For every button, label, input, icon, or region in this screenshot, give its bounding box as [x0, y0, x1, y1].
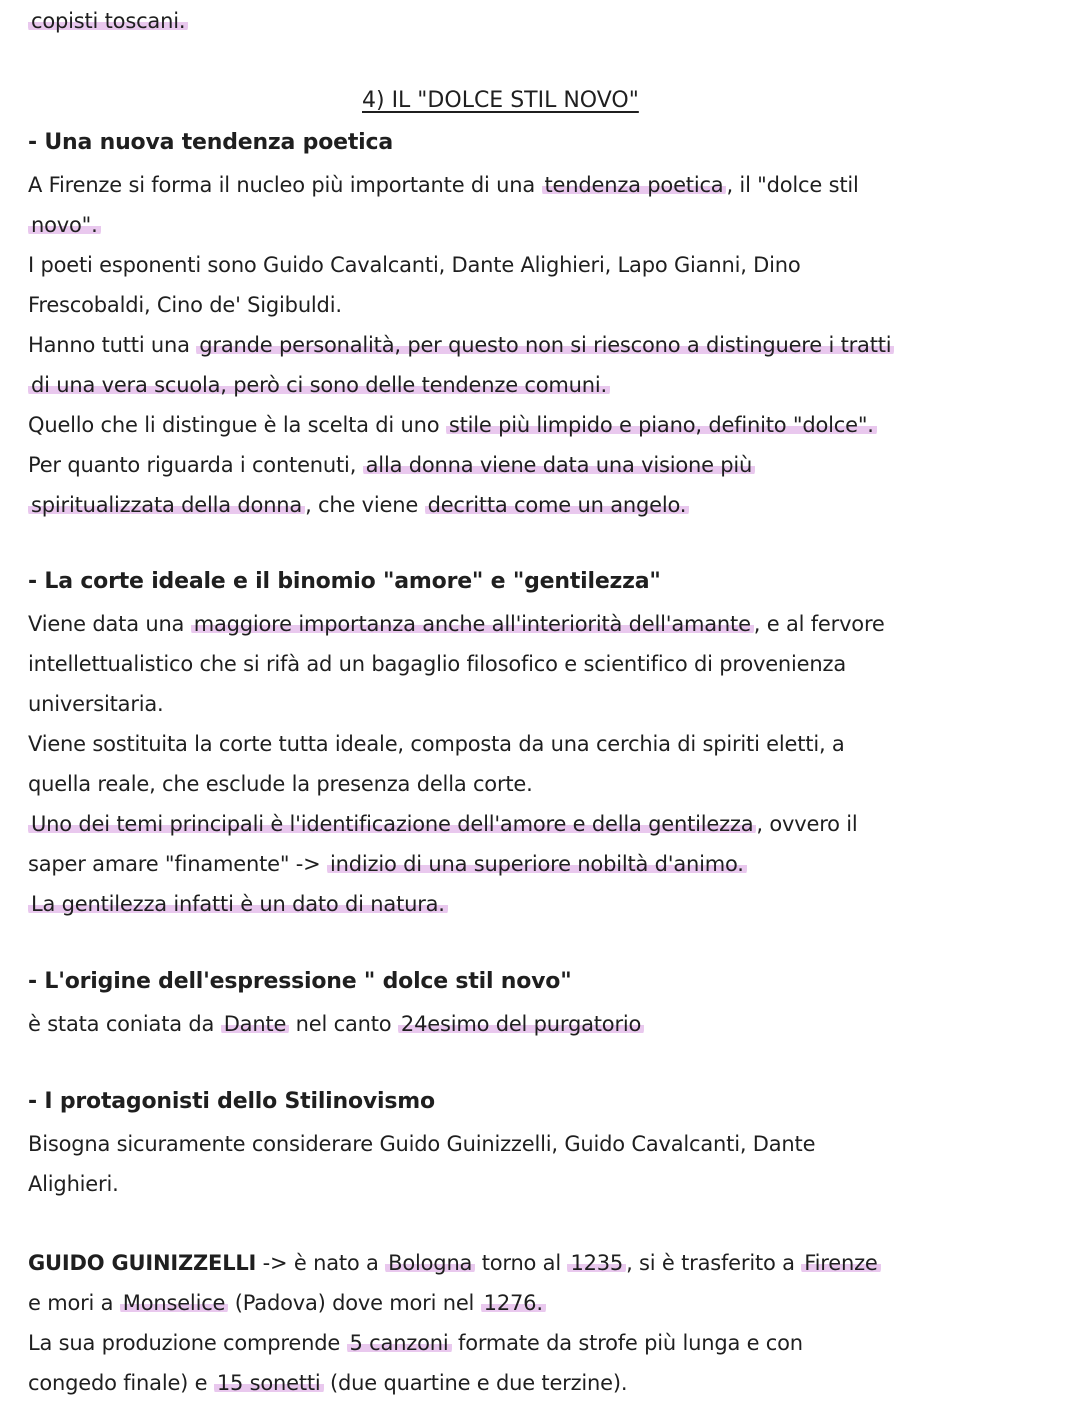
heading-origine: - L'origine dell'espressione " dolce stil novo": [28, 969, 572, 994]
paragraph-line: Quello che li distingue è la scelta di uno stile più limpido e piano, definito "dolce".: [28, 410, 877, 440]
paragraph-line: di una vera scuola, però ci sono delle tendenze comuni.: [28, 370, 610, 400]
paragraph-line: GUIDO GUINIZZELLI -> è nato a Bologna torno al 1235 , si è trasferito a Firenze: [28, 1248, 881, 1278]
paragraph-line: Viene data una maggiore importanza anche all'interiorità dell'amante , e al fervore: [28, 612, 885, 636]
heading-nuova-tendenza: - Una nuova tendenza poetica: [28, 130, 393, 155]
section-title: 4) IL "DOLCE STIL NOVO": [362, 88, 639, 113]
paragraph-line: I poeti esponenti sono Guido Cavalcanti, Dante Alighieri, Lapo Gianni, Dino: [28, 253, 801, 277]
paragraph-line: spiritualizzata della donna , che viene decritta come un angelo.: [28, 490, 689, 520]
paragraph-line: saper amare "finamente" -> indizio di una superiore nobiltà d'animo.: [28, 849, 747, 879]
author-name: GUIDO GUINIZZELLI: [28, 1251, 257, 1275]
paragraph-line: Alighieri.: [28, 1172, 119, 1196]
paragraph-line: A Firenze si forma il nucleo più importante di una tendenza poetica , il "dolce stil: [28, 173, 859, 197]
paragraph-line: Uno dei temi principali è l'identificazione dell'amore e della gentilezza , ovvero il: [28, 809, 858, 839]
paragraph-line: Hanno tutti una grande personalità, per questo non si riescono a distinguere i tratti: [28, 330, 894, 360]
paragraph-line: universitaria.: [28, 692, 164, 716]
paragraph-line: La gentilezza infatti è un dato di natura.: [28, 889, 448, 919]
paragraph-line: e mori a Monselice (Padova) dove mori nel 1276.: [28, 1288, 546, 1318]
heading-corte-ideale: - La corte ideale e il binomio "amore" e "gentilezza": [28, 569, 661, 594]
intro-line: copisti toscani.: [28, 6, 188, 36]
paragraph-line: Viene sostituita la corte tutta ideale, composta da una cerchia di spiriti eletti, a: [28, 732, 845, 756]
paragraph-line: Bisogna sicuramente considerare Guido Guinizzelli, Guido Cavalcanti, Dante: [28, 1132, 816, 1156]
paragraph-line: congedo finale) e 15 sonetti (due quartine e due terzine).: [28, 1371, 628, 1395]
paragraph-line: La sua produzione comprende 5 canzoni formate da strofe più lunga e con: [28, 1331, 803, 1355]
paragraph-line: è stata coniata da Dante nel canto 24esimo del purgatorio: [28, 1009, 644, 1039]
paragraph-line: Frescobaldi, Cino de' Sigibuldi.: [28, 293, 342, 317]
paragraph-line: novo".: [28, 210, 101, 240]
paragraph-line: intellettualistico che si rifà ad un bagaglio filosofico e scientifico di provenienza: [28, 652, 846, 676]
heading-protagonisti: - I protagonisti dello Stilinovismo: [28, 1089, 435, 1114]
paragraph-line: Per quanto riguarda i contenuti, alla donna viene data una visione più: [28, 450, 755, 480]
paragraph-line: quella reale, che esclude la presenza della corte.: [28, 772, 533, 796]
